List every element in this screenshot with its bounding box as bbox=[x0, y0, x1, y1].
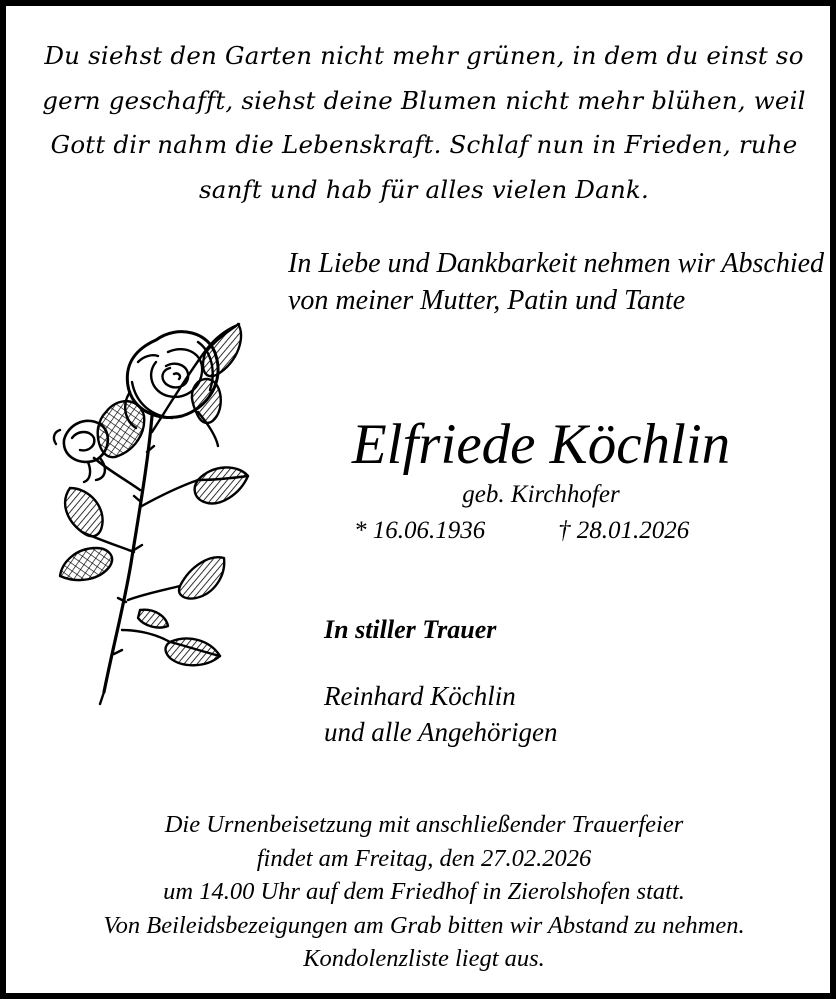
rose-icon bbox=[48, 312, 258, 712]
memorial-poem: Du siehst den Garten nicht mehr grünen, in dem du einst so gern geschafft, siehst deine Blumen nicht mehr blühen, weil Gott dir nahm die Lebenskraft. Schlaf nun in Frieden, ruhe sanft und hab für alles vielen Dank. bbox=[42, 41, 806, 204]
mourner-name: Reinhard Köchlin bbox=[324, 681, 516, 711]
funeral-details: Die Urnenbeisetzung mit anschließender Trauerfeier findet am Freitag, den 27.02.2026 um 14.00 Uhr auf dem Friedhof in Zierolshofen statt. Von Beileidsbezeigungen am Grab bitten wir Abstand zu nehmen. Kondolenzliste liegt aus. bbox=[103, 811, 745, 972]
maiden-name: geb. Kirchhofer bbox=[462, 481, 620, 508]
birth-date: * 16.06.1936 bbox=[354, 517, 486, 544]
farewell-intro: In Liebe und Dankbarkeit nehmen wir Abschied von meiner Mutter, Patin und Tante bbox=[288, 248, 825, 316]
mourner-family: und alle Angehörigen bbox=[324, 717, 558, 747]
mourning-heading: In stiller Trauer bbox=[324, 615, 497, 644]
deceased-name: Elfriede Köchlin bbox=[351, 413, 731, 476]
death-date: † 28.01.2026 bbox=[558, 517, 690, 544]
